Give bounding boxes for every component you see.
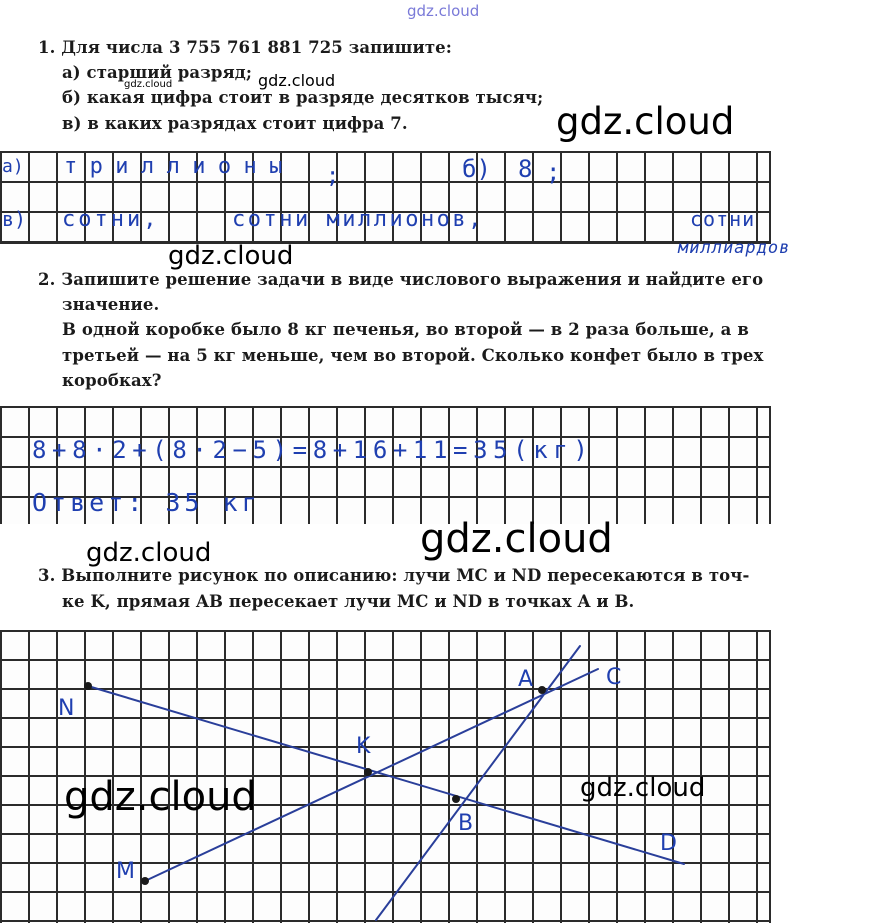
- label-k: K: [356, 734, 371, 759]
- watermark-mid-2: gdz.cloud: [86, 538, 212, 568]
- point-k: [364, 768, 372, 776]
- label-m: M: [116, 859, 135, 884]
- task-2-problem-1: В одной коробке было 8 кг печенья, во второй — в 2 раза больше, а в: [62, 320, 749, 339]
- task-2-problem-3: коробках?: [62, 371, 162, 390]
- task-2-title-cont: значение.: [62, 295, 160, 314]
- answer-b-label: б): [462, 155, 491, 183]
- answer-v-part-4: миллиардов: [678, 238, 791, 258]
- task-3-title-cont: ке K, прямая AB пересекает лучи MC и ND в точках A и B.: [62, 592, 635, 611]
- watermark-mid-3: gdz.cloud: [580, 773, 706, 803]
- answer-v-label: в): [2, 207, 27, 231]
- task-1-item-a: а) старший разряд;: [62, 63, 253, 82]
- watermark-big-1: gdz.cloud: [556, 100, 735, 143]
- task-3-title: 3. Выполните рисунок по описанию: лучи MC и ND пересекаются в точ-: [38, 566, 750, 585]
- label-n: N: [58, 696, 75, 721]
- watermark-small: gdz.cloud: [258, 71, 336, 90]
- label-b: B: [458, 811, 474, 836]
- answer-b-value: 8: [518, 155, 533, 183]
- task-1-title: 1. Для числа 3 755 761 881 725 запишите:: [38, 38, 452, 57]
- watermark-big-2: gdz.cloud: [420, 516, 613, 562]
- line-ab: [376, 646, 580, 920]
- task-1-item-v: в) в каких разрядах стоит цифра 7.: [62, 114, 408, 133]
- task-2-title: 2. Запишите решение задачи в виде числового выражения и найдите его: [38, 270, 764, 289]
- label-c: C: [606, 665, 622, 690]
- solution-expression: 8+8·2+(8·2−5)=8+16+11=35(кг): [32, 436, 594, 464]
- watermark-tiny: gdz.cloud: [124, 79, 173, 90]
- answer-b-separator: ;: [546, 158, 561, 186]
- answer-v-part-1: сотни,: [62, 207, 160, 232]
- point-a: [538, 686, 546, 694]
- label-d: D: [660, 831, 677, 856]
- watermark-big-3: gdz.cloud: [64, 774, 257, 820]
- watermark-top: gdz.cloud: [407, 2, 480, 20]
- solution-answer: Ответ: 35 кг: [32, 488, 261, 517]
- point-n: [84, 682, 92, 690]
- task-1-item-b: б) какая цифра стоит в разряде десятков тысяч;: [62, 88, 544, 107]
- point-b: [452, 795, 460, 803]
- point-m: [141, 877, 149, 885]
- task-2-problem-2: третьей — на 5 кг меньше, чем во второй. Сколько конфет было в трех: [62, 346, 764, 365]
- answer-v-part-3: сотни: [690, 207, 756, 231]
- label-a: A: [518, 667, 534, 692]
- answer-a-value: триллионы: [64, 154, 295, 179]
- answer-a-label: а): [2, 156, 24, 177]
- answer-v-part-2: сотни миллионов,: [232, 207, 484, 232]
- watermark-mid-1: gdz.cloud: [168, 241, 294, 271]
- answer-a-separator: ;: [326, 164, 340, 189]
